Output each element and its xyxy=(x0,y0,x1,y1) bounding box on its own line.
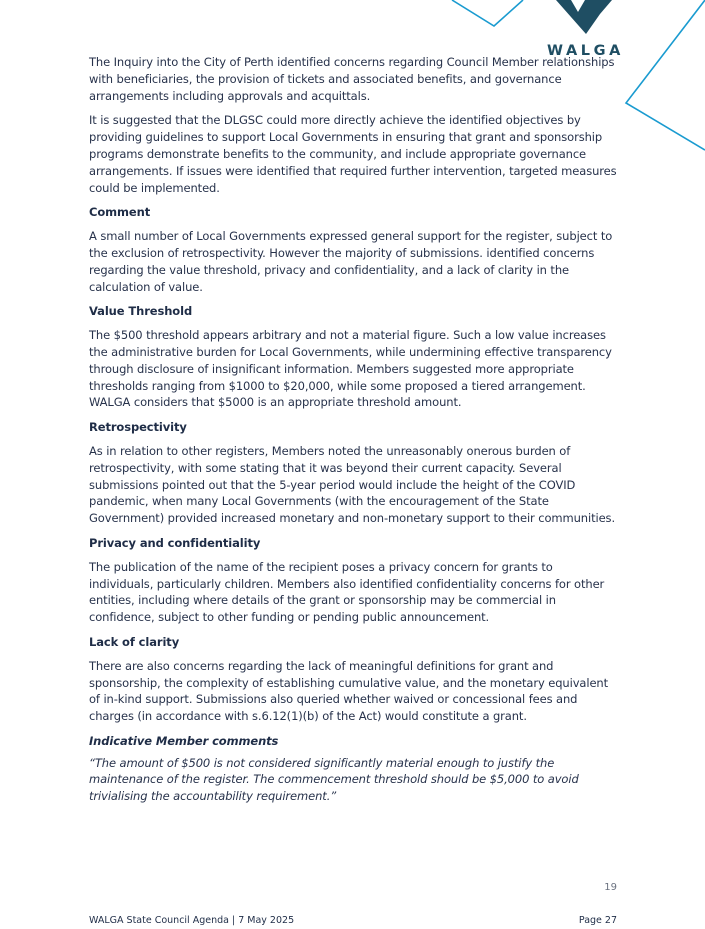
chevron-line-right xyxy=(626,0,705,150)
intro-paragraph: It is suggested that the DLGSC could more directly achieve the identified objectives by providing guidelines to support Local Governments in ensuring that grant and sponsorship programs demonstrate benefits to the community, and include appropriate governance arrangements. If issues were identified that required further intervention, targeted measures could be implemented. xyxy=(89,113,617,195)
chevron-line-left xyxy=(452,0,523,26)
walga-logo-mark-icon xyxy=(556,0,612,34)
footer-agenda-title: WALGA State Council Agenda | 7 May 2025 xyxy=(89,915,295,926)
member-comment-quote: “The amount of $500 is not considered significantly material enough to justify the maintenance of the register. The commencement threshold should be $5,000 to avoid trivialising the accountability requirement.” xyxy=(89,755,579,804)
walga-logo-text: WALGA xyxy=(547,43,624,59)
section-heading-comment: Comment xyxy=(89,205,151,220)
intro-paragraph: The Inquiry into the City of Perth identified concerns regarding Council Member relationships with beneficiaries, the provision of tickets and associated benefits, and governance arrangements including approvals and acquittals. xyxy=(89,55,615,103)
section-heading-value-threshold: Value Threshold xyxy=(89,304,193,319)
section-body-comment: A small number of Local Governments expressed general support for the register, subject to the exclusion of retrospectivity. However the majority of submissions. identified concerns regarding the value threshold, privacy and confidentiality, and a lack of clarity in the calculation of value. xyxy=(89,229,613,294)
section-body-privacy: The publication of the name of the recipient poses a privacy concern for grants to individuals, particularly children. Members also identified confidentiality concerns for other entities, including where details of the grant or sponsorship may be commercial in confidence, subject to other funding or pending public announcement. xyxy=(89,559,605,625)
section-body-lack-of-clarity: There are also concerns regarding the lack of meaningful definitions for grant and sponsorship, the complexity of establishing cumulative value, and the monetary equivalent of in-kind support. Submissions also queried whether waived or concessional fees and charges (in accordance with s.6.12(1)(b) of the Act) would constitute a grant. xyxy=(89,658,609,724)
member-comments-heading: Indicative Member comments xyxy=(89,733,279,748)
document-body xyxy=(89,54,619,805)
section-heading-lack-of-clarity: Lack of clarity xyxy=(89,634,180,649)
section-body-value-threshold: The $500 threshold appears arbitrary and not a material figure. Such a low value increases the administrative burden for Local Governments, while undermining effective transparency through disclosure of insignificant information. Members suggested more appropriate thresholds ranging from $1000 to $20,000, while some proposed a tiered arrangement. WALGA considers that $5000 is an appropriate threshold amount. xyxy=(89,328,612,410)
section-body-retrospectivity: As in relation to other registers, Members noted the unreasonably onerous burden of retrospectivity, with some stating that it was beyond their current capacity. Several submissions pointed out that the 5-year period would include the height of the COVID pandemic, when many Local Governments (with the encouragement of the State Government) provided increased monetary and non-monetary support to their communities. xyxy=(89,443,615,526)
page-number: 19 xyxy=(604,882,617,893)
section-heading-privacy: Privacy and confidentiality xyxy=(89,535,261,550)
section-heading-retrospectivity: Retrospectivity xyxy=(89,420,187,435)
footer-page-label: Page 27 xyxy=(578,915,617,926)
